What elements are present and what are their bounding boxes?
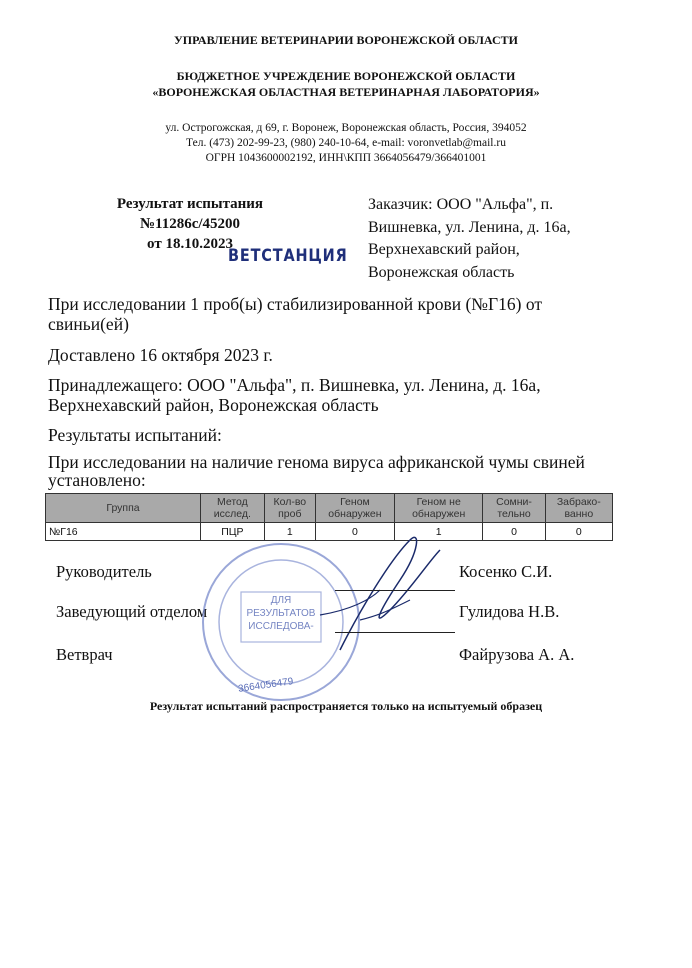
cell-not-detected: 1	[394, 523, 482, 541]
stamp-number: 3664056479	[237, 676, 295, 695]
table-header-row	[46, 494, 613, 523]
handwritten-signature-icon	[300, 520, 460, 680]
results-label: Результаты испытаний:	[48, 425, 222, 445]
finding-text: При исследовании на наличие генома вируса африканской чумы свиней установлено:	[48, 452, 585, 490]
stamp-line: ИССЛЕДОВА-	[248, 621, 314, 632]
cell-rejected: 0	[545, 523, 612, 541]
signature-role: Руководитель	[56, 562, 152, 581]
signature-name: Гулидова Н.В.	[459, 602, 560, 621]
col-header: Геном не обнаружен	[394, 494, 482, 523]
signature-name: Косенко С.И.	[459, 562, 553, 581]
col-header: Геном обнаружен	[315, 494, 394, 523]
org-address: ул. Острогожская, д 69, г. Воронеж, Воронежская область, Россия, 394052	[165, 122, 527, 134]
customer-block	[368, 194, 618, 284]
col-header: Сомни-тельно	[483, 494, 545, 523]
customer-line: Заказчик: ООО "Альфа", п.	[368, 196, 554, 213]
station-stamp-mark: ВЕТСТАНЦИЯ	[228, 246, 348, 266]
result-number: №11286с/45200	[139, 216, 241, 232]
org-name-line2: «ВОРОНЕЖСКАЯ ОБЛАСТНАЯ ВЕТЕРИНАРНАЯ ЛАБОРАТОРИЯ»	[152, 85, 540, 99]
col-header: Кол-во проб	[264, 494, 315, 523]
cell-doubtful: 0	[483, 523, 545, 541]
signature-line	[335, 590, 455, 591]
col-header: Группа	[46, 494, 201, 523]
owner-text: Принадлежащего: ООО "Альфа", п. Вишневка, ул. Ленина, д. 16а, Верхнехавский район, Воронежская область	[48, 375, 541, 415]
stamp-line: РЕЗУЛЬТАТОВ	[246, 608, 316, 619]
org-name-line1: БЮДЖЕТНОЕ УЧРЕЖДЕНИЕ ВОРОНЕЖСКОЙ ОБЛАСТИ	[176, 69, 516, 83]
result-title: Результат испытания	[116, 196, 264, 212]
col-header: Забрако-ванно	[545, 494, 612, 523]
cell-group: №Г16	[46, 523, 201, 541]
col-header: Метод исслед.	[201, 494, 265, 523]
result-block	[90, 194, 290, 254]
delivered-text: Доставлено 16 октября 2023 г.	[48, 345, 273, 365]
signature-role: Заведующий отделом	[56, 602, 208, 621]
org-ids: ОГРН 1043600002192, ИНН\КПП 3664056479/366401001	[205, 152, 487, 164]
signature-name: Файрузова А. А.	[459, 645, 575, 664]
customer-line: Воронежская область	[368, 263, 515, 281]
customer-line: Вишневка, ул. Ленина, д. 16а,	[368, 218, 571, 236]
signature-line	[335, 632, 455, 633]
stamp-line: ДЛЯ	[270, 595, 292, 606]
authority-header: УПРАВЛЕНИЕ ВЕТЕРИНАРИИ ВОРОНЕЖСКОЙ ОБЛАСТИ	[174, 33, 518, 47]
cell-count: 1	[264, 523, 315, 541]
customer-line: Верхнехавский район,	[368, 241, 520, 258]
result-date: от 18.10.2023	[147, 236, 233, 252]
cell-detected: 0	[315, 523, 394, 541]
org-contacts: Тел. (473) 202-99-23, (980) 240-10-64, e-mail: voronvetlab@mail.ru	[186, 137, 506, 149]
study-text: При исследовании 1 проб(ы) стабилизированной крови (№Г16) от свиньи(ей)	[48, 294, 542, 334]
signature-role: Ветврач	[56, 645, 113, 664]
cell-method: ПЦР	[201, 523, 265, 541]
footer-note: Результат испытаний распространяется только на испытуемый образец	[149, 699, 543, 713]
